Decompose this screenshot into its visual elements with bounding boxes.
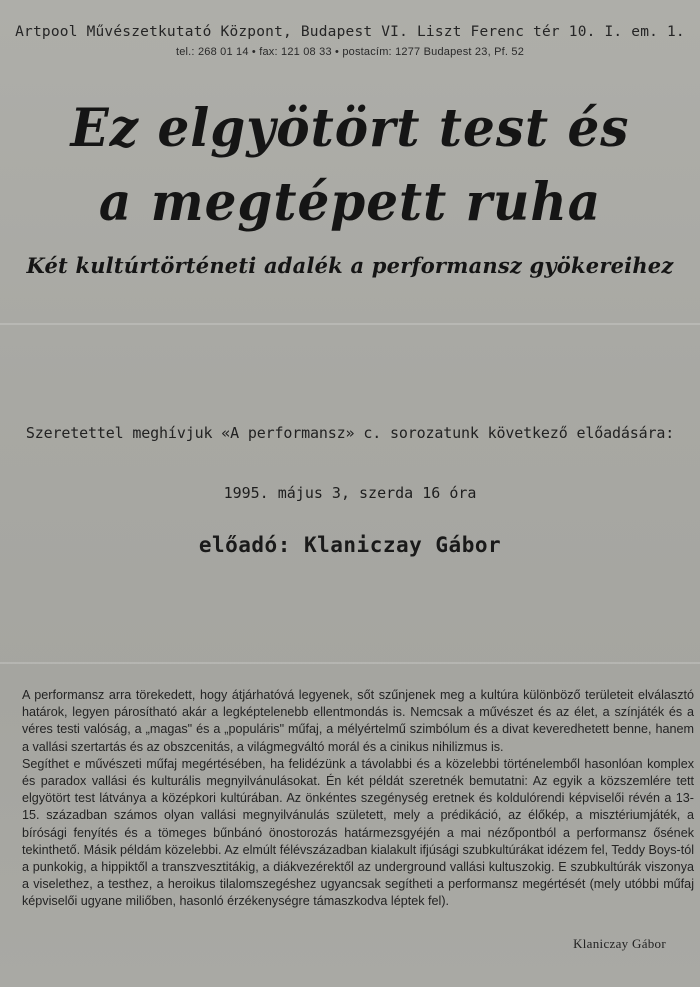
title-line-2: a megtépett ruha xyxy=(98,170,602,233)
event-date: 1995. május 3, szerda 16 óra xyxy=(223,484,477,502)
body-paragraph-1: A performansz arra törekedett, hogy átjárhatóvá legyenek, sőt szűnjenek meg a kultúra különböző területeit elválasztó határok, legyen párosítható akár a legképtelenebb ellentmondás is. Nemcsak a művészet és az élet, a színjáték és a véres testi valóság, a „magas" és a „populáris" műfaj, a mélyértelmű szimbólum és a divat keveredhetett benne, hanem a vallási szertartás és az obszcenitás, a világmegváltó morál és a cinikus nihilizmus is. xyxy=(22,688,694,754)
title-line-1: Ez elgyötört test és xyxy=(70,96,630,159)
contact-line: tel.: 268 01 14 • fax: 121 08 33 • postacím: 1277 Budapest 23, Pf. 52 xyxy=(175,46,525,58)
paper-fold-line xyxy=(0,662,700,664)
organization-address: Artpool Művészetkutató Központ, Budapest VI. Liszt Ferenc tér 10. I. em. 1. xyxy=(15,24,685,40)
subtitle: Két kultúrtörténeti adalék a performansz gyökereihez xyxy=(26,253,674,278)
lecturer: előadó: Klaniczay Gábor xyxy=(198,533,502,557)
body-paragraph-2: Segíthet e művészeti műfaj megértésében, ha felidézünk a távolabbi és a közelebbi történelemből hasonlóan komplex és paradox vallási és kulturális megnyilvánulásokat. Én két példát szeretnék bemutatni: Az egyik a közszemlére tett elgyötört test látványa a középkori kultúrában. Az önkéntes szegénység eretnek és koldulórendi képviselői révén a 13-15. században számos olyan vallási megnyilvánulás született, mely a prédikáció, az élőkép, a misztériumjáték, a bírósági fenyítés és a tömeges bűnbánó önostorozás határmezsgyéjén a mai nézőpontból a performansz ősének tekinthető. Másik példám közelebbi. Az elmúlt félévszázadban kialakult ifjúsági szubkultúrákat idézem fel, Teddy Boys-tól a punkokig, a hippiktől a transzvesztitákig, a diákvezérektől az underground vallási kultuszokig. E szubkultúrák viszonya a viselethez, a testhez, a heroikus tilalomszegéshez ugyancsak segítheti a performansz megértését (mely utóbbi műfaj képviselői ugyane miliőben, hasonló érzékenységre támaszkodva léptek fel). xyxy=(22,756,694,909)
body-text xyxy=(22,687,694,911)
invitation-text: Szeretettel meghívjuk «A performansz» c. sorozatunk következő előadására: xyxy=(25,424,675,442)
signature: Klaniczay Gábor xyxy=(573,936,666,951)
paper-fold-line xyxy=(0,323,700,325)
